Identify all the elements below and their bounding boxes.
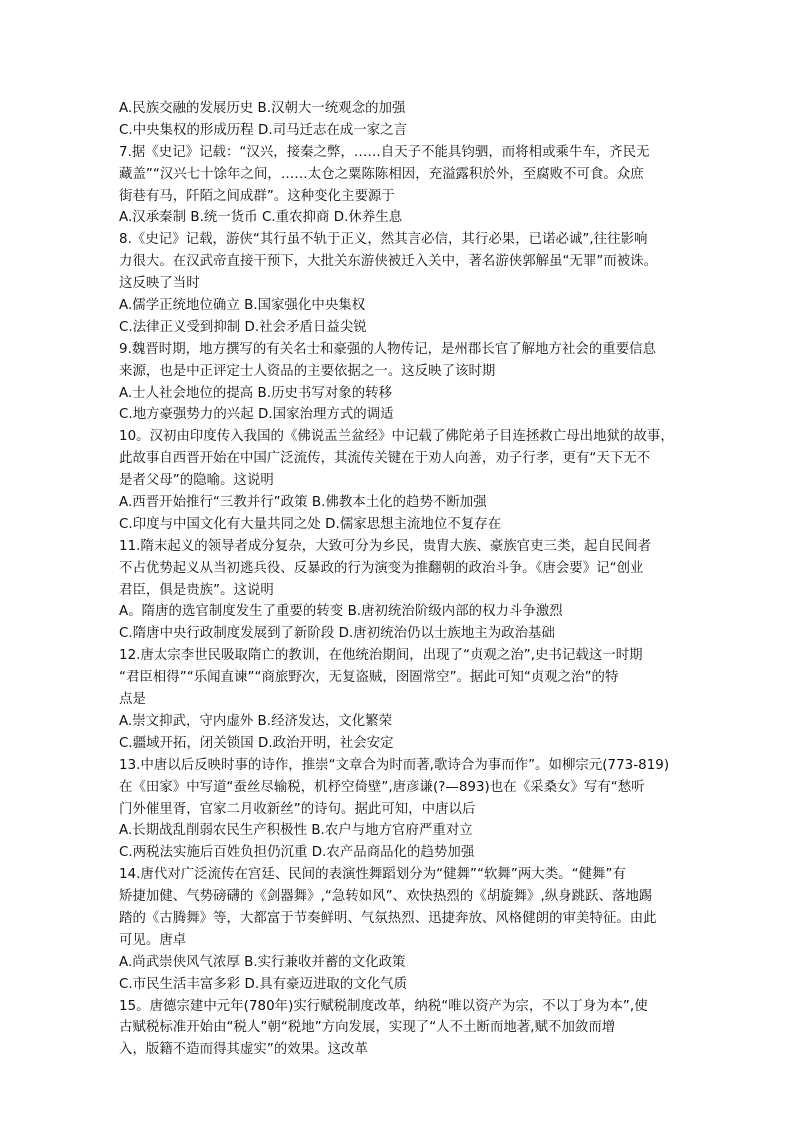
text-line: 7.据《史记》记载：“汉兴，接秦之弊，……自天子不能具钧驷，而将相或乘牛车，齐民无 (119, 144, 650, 160)
text-line: 11.隋末起义的领导者成分复杂，大致可分为乡民，贵胄大族、豪族官吏三类，起自民间者 (119, 538, 652, 554)
text-line: A.士人社会地位的提高 B.历史书写对象的转移 (119, 385, 393, 401)
text-line: C.中央集权的形成历程 D.司马迁志在成一家之言 (119, 122, 408, 138)
text-line: 门外催里胥，官家二月收新丝”的诗句。据此可知，中唐以后 (119, 801, 476, 817)
text-line: 是者父母”的隐喻。这说明 (119, 473, 274, 489)
text-line: 藏盖”“汉兴七十馀年之间，……太仓之粟陈陈相因，充溢露积於外，至腐败不可食。众庶 (119, 166, 644, 182)
text-line: C.法律正义受到抑制 D.社会矛盾日益尖锐 (119, 319, 367, 335)
text-line: 13.中唐以后反映时事的诗作，推崇“文章合为时而著,歌诗合为事而作”。如柳宗元(773-819) (119, 757, 670, 773)
text-line: 12.唐太宗李世民吸取隋亡的教训，在他统治期间，出现了“贞观之治”,史书记载这一时期 (119, 648, 643, 664)
text-line: 君臣，俱是贵族”。这说明 (119, 582, 274, 598)
text-line: “君臣相得”“乐闻直谏”“商旅野次，无复盗贼，囹圄常空”。据此可知“贞观之治”的特 (119, 670, 619, 686)
text-line: 古赋税标准开始由“税人”朝“税地”方向发展，实现了“人不土断而地著,赋不加敛而增 (119, 1020, 616, 1036)
text-line: 15。唐德宗建中元年(780年)实行赋税制度改革，纳税“唯以资产为宗，不以丁身为本”,使 (119, 998, 648, 1014)
text-line: 踏的《古腾舞》等，大都富于节奏鲜明、气氛热烈、迅捷奔放、风格健朗的审美特征。由此 (119, 910, 657, 926)
text-line: A.崇文抑武，守内虚外 B.经济发达，文化繁荣 (119, 713, 393, 729)
text-line: 此故事自西晋开始在中国广泛流传，其流传关键在于劝人向善，劝子行孝，更有“天下无不 (119, 451, 651, 467)
text-line: 不占优势起义从当初逃兵役、反暴政的行为演变为推翻朝的政治斗争。《唐会要》记“创业 (119, 560, 644, 576)
text-line: A.儒学正统地位确立 B.国家强化中央集权 (119, 298, 366, 314)
text-line: C.两税法实施后百姓负担仍沉重 D.农产品商品化的趋势加强 (119, 845, 475, 861)
text-line: 街巷有马，阡陌之间成群”。这种变化主要源于 (119, 188, 395, 204)
text-line: C.疆域开拓，闭关锁国 D.政治开明，社会安定 (119, 735, 394, 751)
text-line: C.市民生活丰富多彩 D.具有豪迈进取的文化气质 (119, 976, 408, 992)
document-body (119, 98, 679, 1061)
text-line: 8.《史记》记载，游侠“其行虽不轨于正义，然其言必信，其行必果，已诺必诚”,往往影响 (119, 232, 648, 248)
text-line: A.民族交融的发展历史 B.汉朝大一统观念的加强 (119, 101, 406, 116)
text-line: 这反映了当时 (119, 276, 200, 292)
text-line: C.隋唐中央行政制度发展到了新阶段 D.唐初统治仍以士族地主为政治基础 (119, 626, 555, 642)
text-line: 入，版籍不造而得其虚实”的效果。这改革 (119, 1042, 368, 1058)
text-line: 在《田家》中写道“蚕丝尽输税，机杼空倚壁”,唐彦谦(?—893)也在《采桑女》写有“愁听 (119, 779, 645, 795)
text-line: A.汉承秦制 B.统一货币 C.重农抑商 D.休养生息 (119, 210, 403, 226)
text-line: A.尚武崇侠风气浓厚 B.实行兼收并蓄的文化政策 (119, 954, 406, 970)
text-line: 9.魏晋时期，地方撰写的有关名士和豪强的人物传记，是州郡长官了解地方社会的重要信息 (119, 341, 657, 357)
text-line: 力很大。在汉武帝直接干预下，大批关东游侠被迁入关中，著名游侠郭解虽“无罪”而被诛。 (119, 254, 658, 270)
text-line: A。隋唐的选官制度发生了重要的转变 B.唐初统治阶级内部的权力斗争激烈 (119, 604, 563, 620)
text-line: 矫捷加健、气势磅礴的《剑器舞》,“急转如风”、欢快热烈的《胡旋舞》,纵身跳跃、落地踢 (119, 889, 653, 905)
text-line: 14.唐代对广泛流传在宫廷、民间的表演性舞蹈划分为“健舞”“软舞”两大类。“健舞”有 (119, 867, 626, 883)
text-line: C.印度与中国文化有大量共同之处 D.儒家思想主流地位不复存在 (119, 516, 502, 532)
text-line: 可见。唐卓 (119, 932, 187, 948)
text-line: A.西晋开始推行“三教并行”政策 B.佛教本土化的趋势不断加强 (119, 495, 487, 511)
text-line: A.长期战乱削弱农民生产积极性 B.农户与地方官府严重对立 (119, 823, 473, 839)
text-line: 点是 (119, 692, 146, 708)
text-line: 10。汉初由印度传入我国的《佛说盂兰盆经》中记载了佛陀弟子目连拯救亡母出地狱的故事， (119, 429, 674, 445)
text-line: 来源，也是中正评定士人资品的主要依据之一。这反映了该时期 (119, 363, 496, 379)
text-line: C.地方豪强势力的兴起 D.国家治理方式的调适 (119, 407, 394, 423)
